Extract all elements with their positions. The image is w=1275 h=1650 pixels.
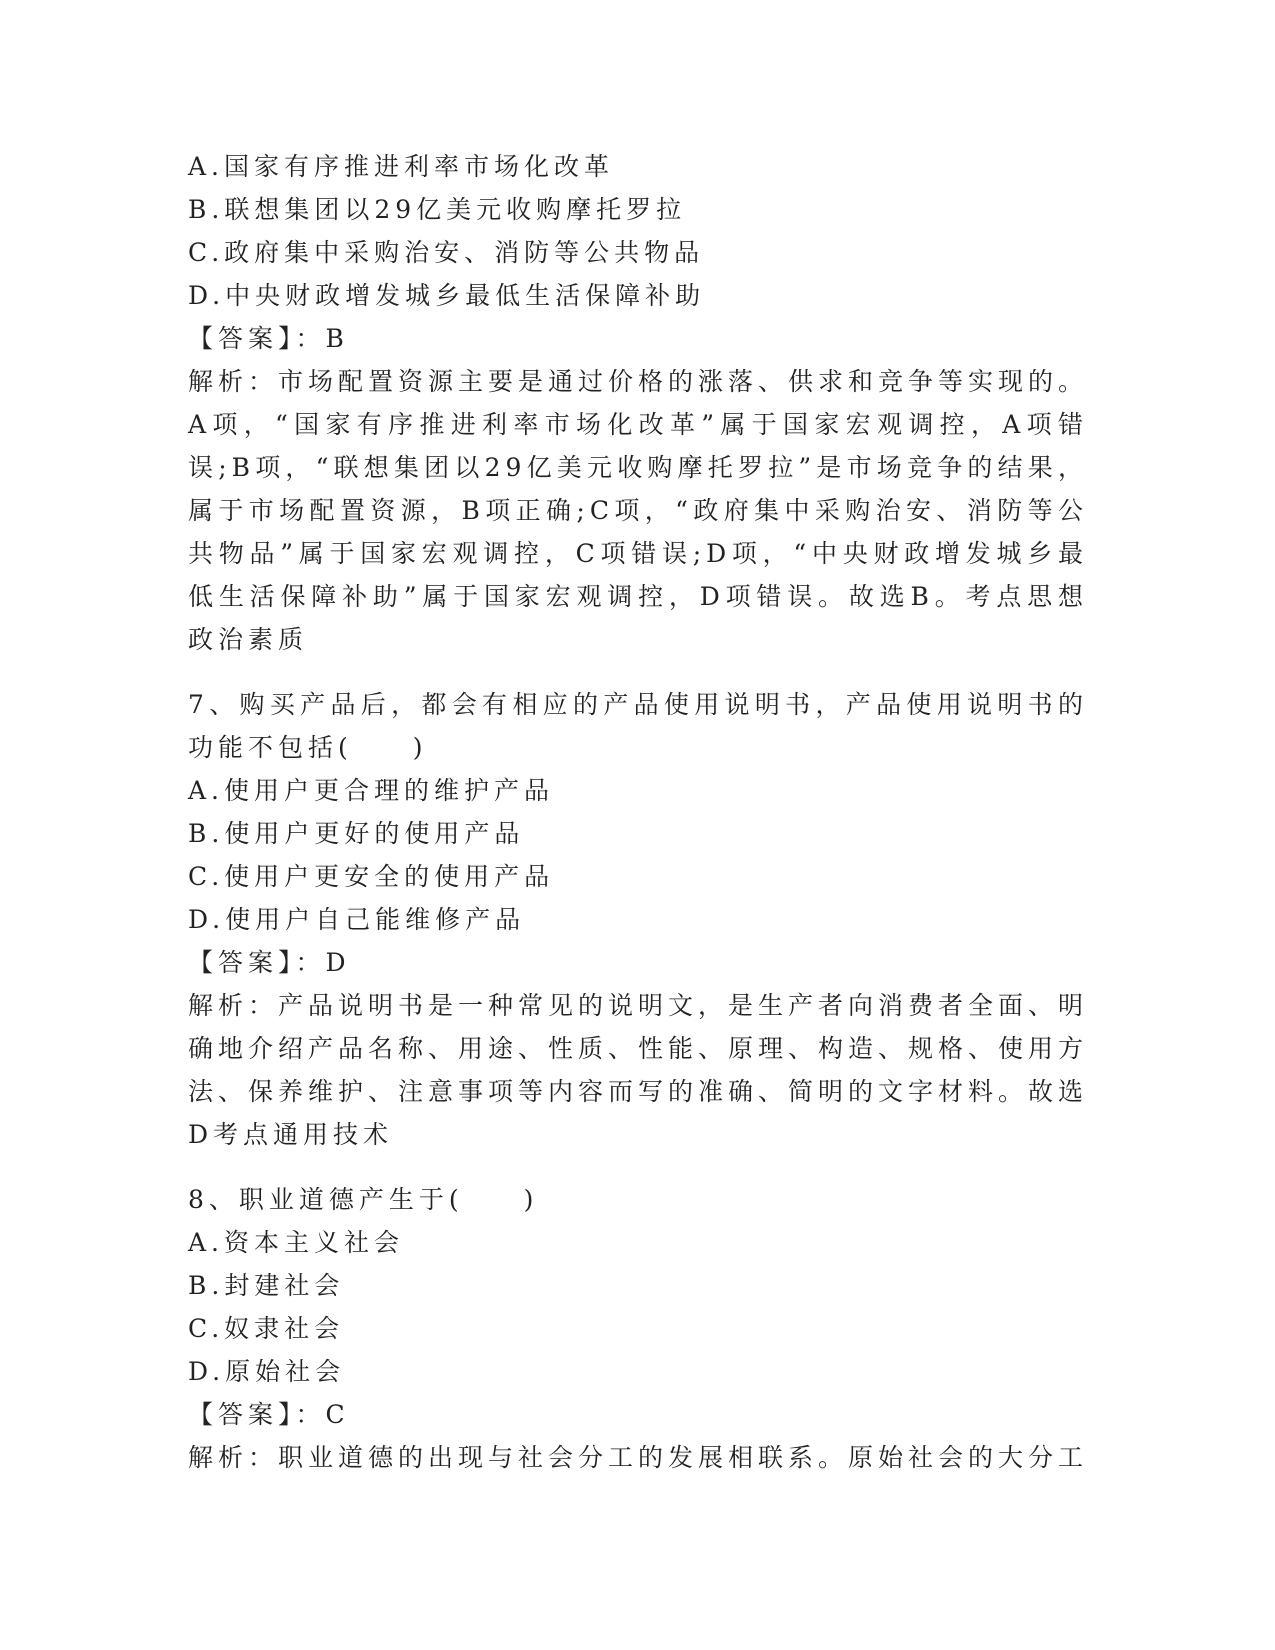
block-gap	[188, 1156, 1088, 1178]
option-b: B.使用户更好的使用产品	[188, 819, 525, 848]
option-c: C.使用户更安全的使用产品	[188, 862, 555, 891]
option-d: D.原始社会	[188, 1357, 346, 1386]
option-b: B.封建社会	[188, 1271, 345, 1300]
document-page	[188, 145, 1088, 1479]
analysis: 解析：市场配置资源主要是通过价格的涨落、供求和竞争等实现的。A项，“国家有序推进利率市场化改革”属于国家宏观调控，A项错误;B项，“联想集团以29亿美元收购摩托罗拉”是市场竞争的结果，属于市场配置资源，B项正确;C项，“政府集中采购治安、消防等公共物品”属于国家宏观调控，C项错误;D项，“中央财政增发城乡最低生活保障补助”属于国家宏观调控，D项错误。故选B。考点思想政治素质	[188, 367, 1089, 654]
option-d: D.使用户自己能维修产品	[188, 905, 526, 934]
option-b: B.联想集团以29亿美元收购摩托罗拉	[188, 195, 687, 224]
option-a: A.资本主义社会	[188, 1228, 405, 1257]
option-d: D.中央财政增发城乡最低生活保障补助	[188, 281, 706, 310]
question-block-8	[188, 1178, 1088, 1479]
question-text: 8、职业道德产生于( )	[188, 1185, 539, 1214]
option-c: C.政府集中采购治安、消防等公共物品	[188, 238, 705, 267]
analysis: 解析：职业道德的出现与社会分工的发展相联系。原始社会的大分工	[188, 1443, 1089, 1472]
answer: 【答案】：C	[188, 1400, 350, 1429]
question-block-7	[188, 683, 1088, 1156]
answer: 【答案】：D	[188, 948, 351, 977]
answer: 【答案】：B	[188, 324, 349, 353]
option-c: C.奴隶社会	[188, 1314, 345, 1343]
option-a: A.国家有序推进利率市场化改革	[188, 152, 615, 181]
block-gap	[188, 661, 1088, 683]
analysis: 解析：产品说明书是一种常见的说明文，是生产者向消费者全面、明确地介绍产品名称、用途、性质、性能、原理、构造、规格、使用方法、保养维护、注意事项等内容而写的准确、简明的文字材料。故选D考点通用技术	[188, 991, 1089, 1149]
question-block-prev	[188, 145, 1088, 661]
option-a: A.使用户更合理的维护产品	[188, 776, 555, 805]
question-text: 7、购买产品后，都会有相应的产品使用说明书，产品使用说明书的功能不包括( )	[188, 690, 1088, 762]
